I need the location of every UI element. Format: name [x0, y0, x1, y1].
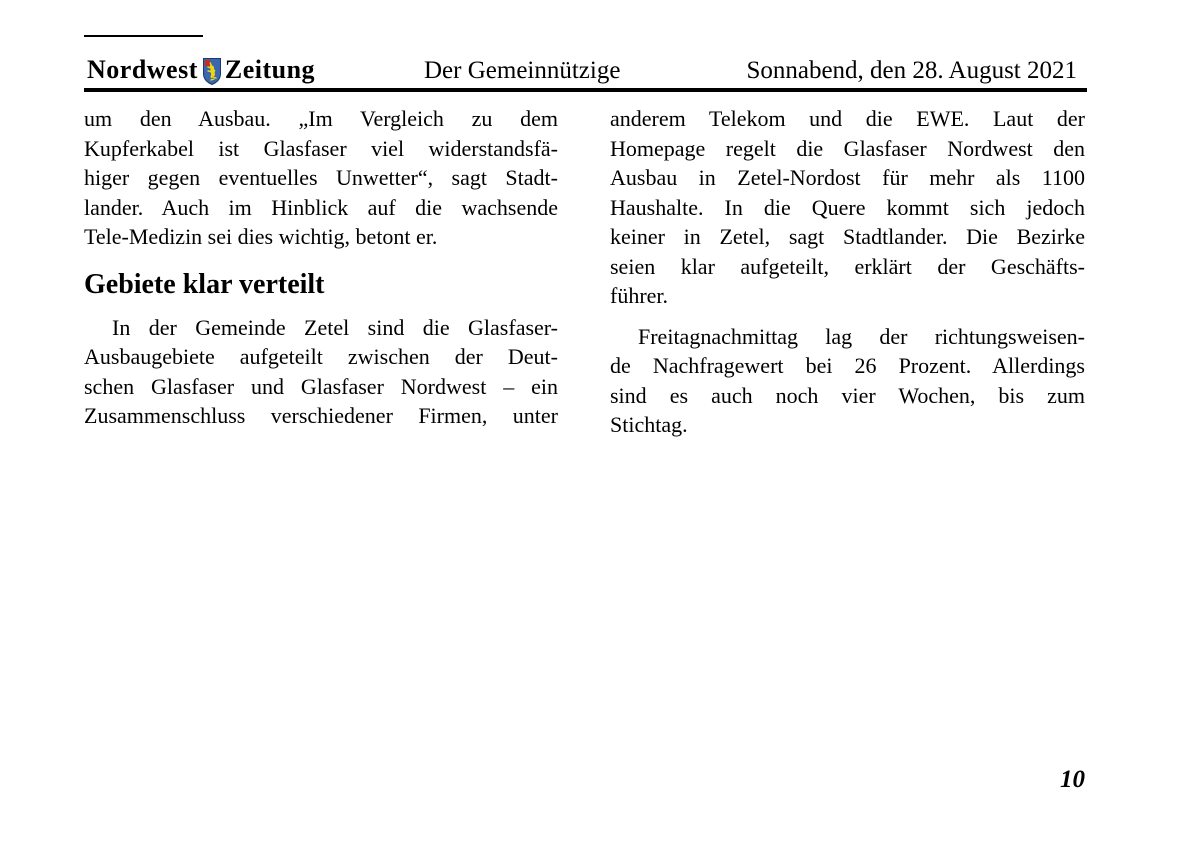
page-number: 10	[1060, 766, 1085, 793]
text-line: schen Glasfaser und Glasfaser Nordwest – ein	[84, 373, 558, 399]
text-line: keiner in Zetel, sagt Stadtlander. Die Bezirke	[610, 224, 1085, 249]
text-line: Freitagnachmittag lag der richtungsweisen-	[638, 323, 1085, 349]
text-line: Ausbaugebiete aufgeteilt zwischen der Deut-	[84, 344, 558, 369]
text-line: anderem Telekom und die EWE. Laut der	[610, 106, 1085, 131]
text-line: Kupferkabel ist Glasfaser viel widerstandsfä-	[84, 135, 558, 161]
issue-date: Sonnabend, den 28. August 2021	[746, 57, 1077, 84]
text-line: sind es auch noch vier Wochen, bis zum	[610, 382, 1085, 408]
header-rule-thin	[84, 35, 203, 37]
text-line: Stichtag.	[610, 412, 688, 437]
header-rule-thick	[84, 88, 1087, 92]
text-line: lander. Auch im Hinblick auf die wachsende	[84, 194, 558, 220]
text-line: Tele-Medizin sei dies wichtig, betont er.	[84, 224, 438, 249]
text-line: um den Ausbau. „Im Vergleich zu dem	[84, 106, 558, 131]
section-title: Der Gemeinnützige	[424, 57, 621, 84]
masthead-name-left: Nordwest	[87, 55, 198, 84]
masthead-name-right: Zeitung	[224, 55, 316, 84]
article-column-left	[84, 104, 558, 431]
article-subheading: Gebiete klar verteilt	[84, 268, 325, 300]
text-line: Haushalte. In die Quere kommt sich jedoch	[610, 194, 1085, 220]
text-line: Homepage regelt die Glasfaser Nordwest den	[610, 135, 1085, 161]
text-line: higer gegen eventuelles Unwetter“, sagt Stadt-	[84, 165, 558, 190]
text-line: de Nachfragewert bei 26 Prozent. Allerdings	[610, 353, 1085, 378]
text-line: Zusammenschluss verschiedener Firmen, unter	[84, 403, 558, 428]
text-line: Ausbau in Zetel-Nordost für mehr als 1100	[610, 165, 1085, 190]
text-line: In der Gemeinde Zetel sind die Glasfaser-	[112, 314, 558, 340]
article-column-right	[610, 104, 1085, 440]
text-line: führer.	[610, 283, 669, 308]
text-line: seien klar aufgeteilt, erklärt der Geschäfts-	[610, 253, 1085, 279]
masthead	[87, 55, 315, 85]
coat-of-arms-icon	[203, 58, 221, 85]
